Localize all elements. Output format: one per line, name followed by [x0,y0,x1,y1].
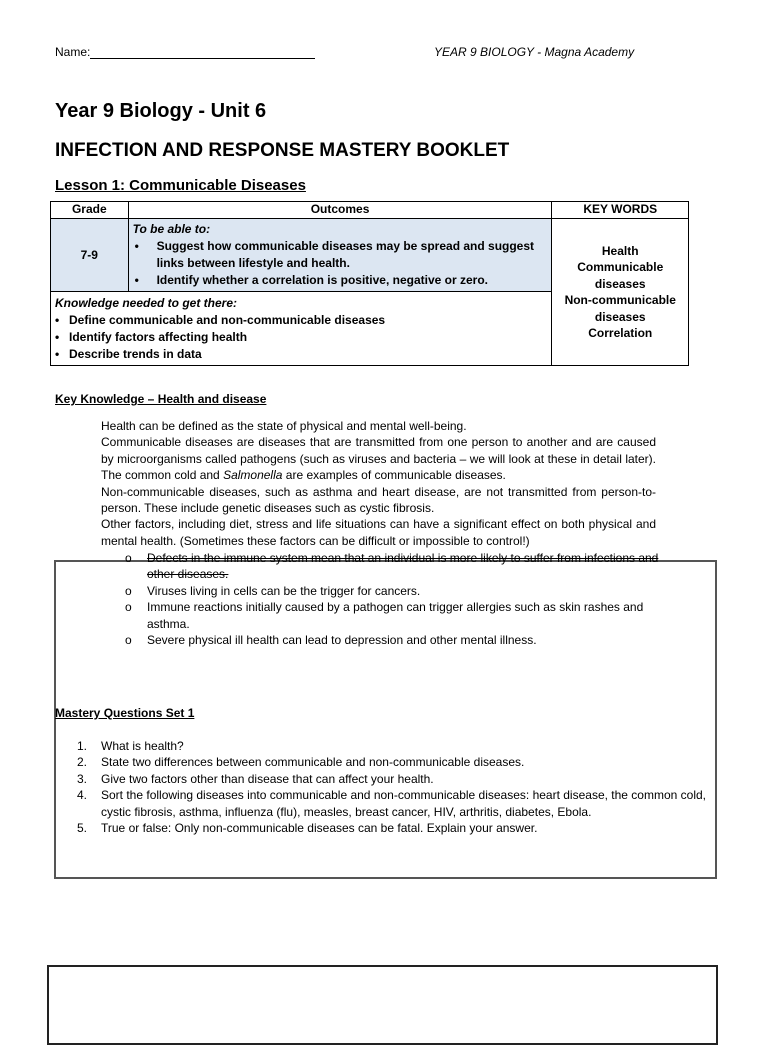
knowledge-item: • Identify factors affecting health [55,329,547,346]
keyword: Non-communicable diseases [564,293,676,324]
unit-title: Year 9 Biology - Unit 6 [55,100,267,122]
list-item [101,550,661,583]
knowledge-intro: Knowledge needed to get there: [55,296,238,310]
grade-value: 7-9 [51,219,129,292]
question-number: 5. [77,821,88,836]
lesson-title: Lesson 1: Communicable Diseases [55,177,306,194]
question-number: 1. [77,739,88,753]
list-item [101,599,661,632]
list-item-text: Viruses living in cells can be the trigger for cancers. [147,583,421,598]
paragraph-text: Communicable diseases are diseases that are transmitted from one person to another and are caused by microorganisms called pathogens (such as viruses and bacteria – we will look at these in detail later). The common cold and [101,435,656,483]
knowledge-cell [51,292,552,366]
course-header: YEAR 9 BIOLOGY - Magna Academy [434,45,635,59]
list-item-text: Severe physical ill health can lead to depression and other mental illness. [147,633,537,648]
outcomes-table [50,201,689,366]
outcomes-intro: To be able to: [132,222,211,236]
question-text: True or false: Only non-communicable diseases can be fatal. Explain your answer. [101,821,538,836]
name-field [55,45,315,59]
question-item [77,738,717,754]
list-marker: o [125,600,132,615]
key-knowledge-text [101,418,656,549]
paragraph: Non-communicable diseases, such as asthma and heart disease, are not transmitted from person-to-person. These include genetic diseases such as cystic fibrosis. [101,484,656,516]
question-item [77,754,717,770]
question-item [77,820,717,836]
outcome-item: • Suggest how communicable diseases may be spread and suggest links between lifestyle and health. [133,238,548,272]
italic-term: Salmonella [223,468,283,483]
keywords-header: KEY WORDS [552,202,689,219]
paragraph-text: are examples of communicable diseases. [282,468,506,483]
name-label: Name: [55,45,91,59]
keywords-cell [552,219,689,366]
knowledge-item: • Describe trends in data [55,346,547,363]
keyword: Correlation [588,326,653,340]
grade-header: Grade [51,202,129,219]
keyword: Communicable diseases [577,260,664,291]
list-item-text: Defects in the immune system mean that an individual is more likely to suffer from infections and other diseases. [147,551,659,582]
factors-list [101,550,661,648]
key-knowledge-heading: Key Knowledge – Health and disease [55,392,267,406]
question-item [77,787,717,820]
question-number: 2. [77,755,88,770]
outcomes-list [133,238,548,289]
question-text: What is health? [101,739,184,753]
question-text: Sort the following diseases into communicable and non-communicable diseases: heart disease, the common cold, cystic fibrosis, asthma, influenza (flu), measles, breast cancer, HIV, arthritis, diabetes, Ebola. [101,788,706,819]
mastery-questions [77,738,717,836]
outcome-item: • Identify whether a correlation is positive, negative or zero. [133,272,548,289]
list-marker: o [125,583,132,598]
table-header-row [51,202,689,219]
list-item [101,632,661,648]
question-number: 3. [77,771,88,786]
list-item [101,583,661,599]
question-item [77,771,717,787]
question-text: Give two factors other than disease that can affect your health. [101,771,434,786]
question-text: State two differences between communicable and non-communicable diseases. [101,755,525,770]
knowledge-item: • Define communicable and non-communicable diseases [55,312,547,329]
mastery-heading: Mastery Questions Set 1 [55,706,195,720]
keyword: Health [601,243,639,258]
list-marker: o [125,633,132,648]
answer-box-bottom[interactable] [47,965,718,1045]
name-blank-line[interactable] [90,46,315,59]
question-number: 4. [77,788,88,803]
outcomes-header: Outcomes [128,202,552,219]
outcomes-cell [128,219,552,292]
list-marker: o [125,551,132,565]
paragraph: Other factors, including diet, stress and life situations can have a significant effect on both physical and mental health. (Sometimes these factors can be difficult or impossible to control!) [101,517,656,548]
paragraph [101,434,656,483]
list-item-text: Immune reactions initially caused by a pathogen can trigger allergies such as skin rashes and asthma. [147,600,644,631]
grade-row [51,219,689,292]
knowledge-list [55,312,547,363]
booklet-title: INFECTION AND RESPONSE MASTERY BOOKLET [55,140,510,161]
paragraph: Health can be defined as the state of physical and mental well-being. [101,419,467,433]
